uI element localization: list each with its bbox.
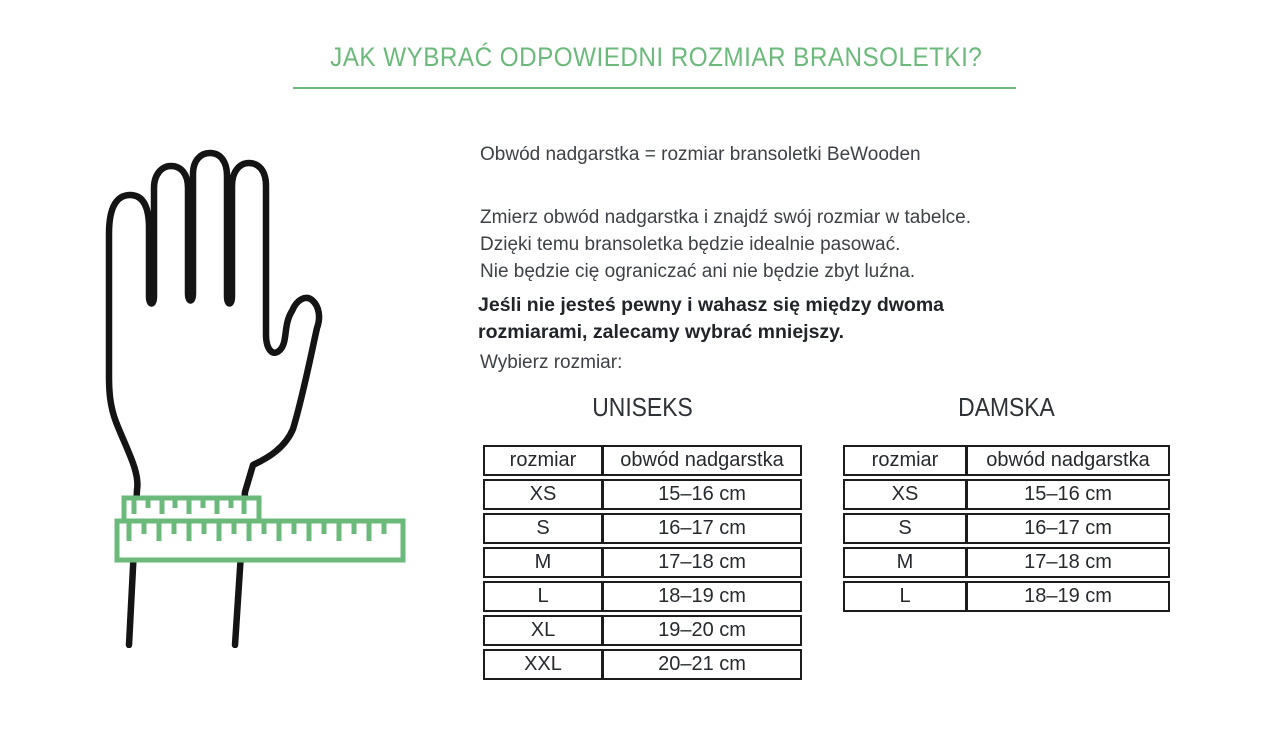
table-header-row (843, 445, 1170, 476)
instruction-line: Nie będzie cię ograniczać ani nie będzie zbyt luźna. (480, 261, 916, 282)
circumference-cell: 17–18 cm (601, 549, 800, 576)
ruler-large-icon (117, 521, 403, 560)
size-advice-note (478, 292, 944, 346)
table-row (483, 581, 802, 612)
table-row (843, 547, 1170, 578)
advice-line: rozmiarami, zalecamy wybrać mniejszy. (478, 321, 844, 343)
size-cell: M (534, 551, 552, 573)
hand-outline (109, 153, 319, 645)
circumference-cell: 16–17 cm (601, 515, 800, 542)
header-cell: rozmiar (509, 449, 577, 471)
table-row (483, 615, 802, 646)
circumference-cell: 19–20 cm (601, 617, 800, 644)
damska-size-table (843, 445, 1170, 615)
headline: Obwód nadgarstka = rozmiar bransoletki BeWooden (480, 144, 921, 165)
page-title: JAK WYBRAĆ ODPOWIEDNI ROZMIAR BRANSOLETKI? (330, 42, 983, 72)
instruction-line: Dzięki temu bransoletka będzie idealnie pasować. (480, 234, 901, 255)
table-row (483, 547, 802, 578)
table-row (483, 479, 802, 510)
table-row (483, 513, 802, 544)
choose-size-label: Wybierz rozmiar: (480, 352, 623, 373)
circumference-cell: 16–17 cm (965, 515, 1168, 542)
header-cell: obwód nadgarstka (965, 447, 1168, 474)
circumference-cell: 18–19 cm (965, 583, 1168, 610)
circumference-cell: 15–16 cm (601, 481, 800, 508)
uniseks-size-table (483, 445, 802, 683)
table-row (843, 479, 1170, 510)
size-cell: M (896, 551, 914, 573)
damska-table-title: DAMSKA (958, 392, 1055, 422)
title-divider (293, 87, 1016, 89)
header-cell: rozmiar (871, 449, 939, 471)
size-cell: S (898, 517, 912, 539)
table-row (483, 649, 802, 680)
measure-instructions (480, 204, 971, 285)
table-row (843, 513, 1170, 544)
header-cell: obwód nadgarstka (601, 447, 800, 474)
table-header-row (483, 445, 802, 476)
size-cell: XXL (524, 653, 562, 675)
size-cell: L (899, 585, 911, 607)
size-cell: S (536, 517, 550, 539)
size-cell: XS (529, 483, 557, 505)
advice-line: Jeśli nie jesteś pewny i wahasz się między dwoma (478, 294, 945, 316)
size-cell: L (537, 585, 549, 607)
circumference-cell: 17–18 cm (965, 549, 1168, 576)
size-cell: XL (530, 619, 556, 641)
size-cell: XS (891, 483, 919, 505)
circumference-cell: 20–21 cm (601, 651, 800, 678)
table-row (843, 581, 1170, 612)
uniseks-table-title: UNISEKS (592, 392, 693, 422)
circumference-cell: 18–19 cm (601, 583, 800, 610)
instruction-line: Zmierz obwód nadgarstka i znajdź swój rozmiar w tabelce. (480, 207, 972, 228)
circumference-cell: 15–16 cm (965, 481, 1168, 508)
hand-with-ruler-illustration (85, 148, 425, 648)
